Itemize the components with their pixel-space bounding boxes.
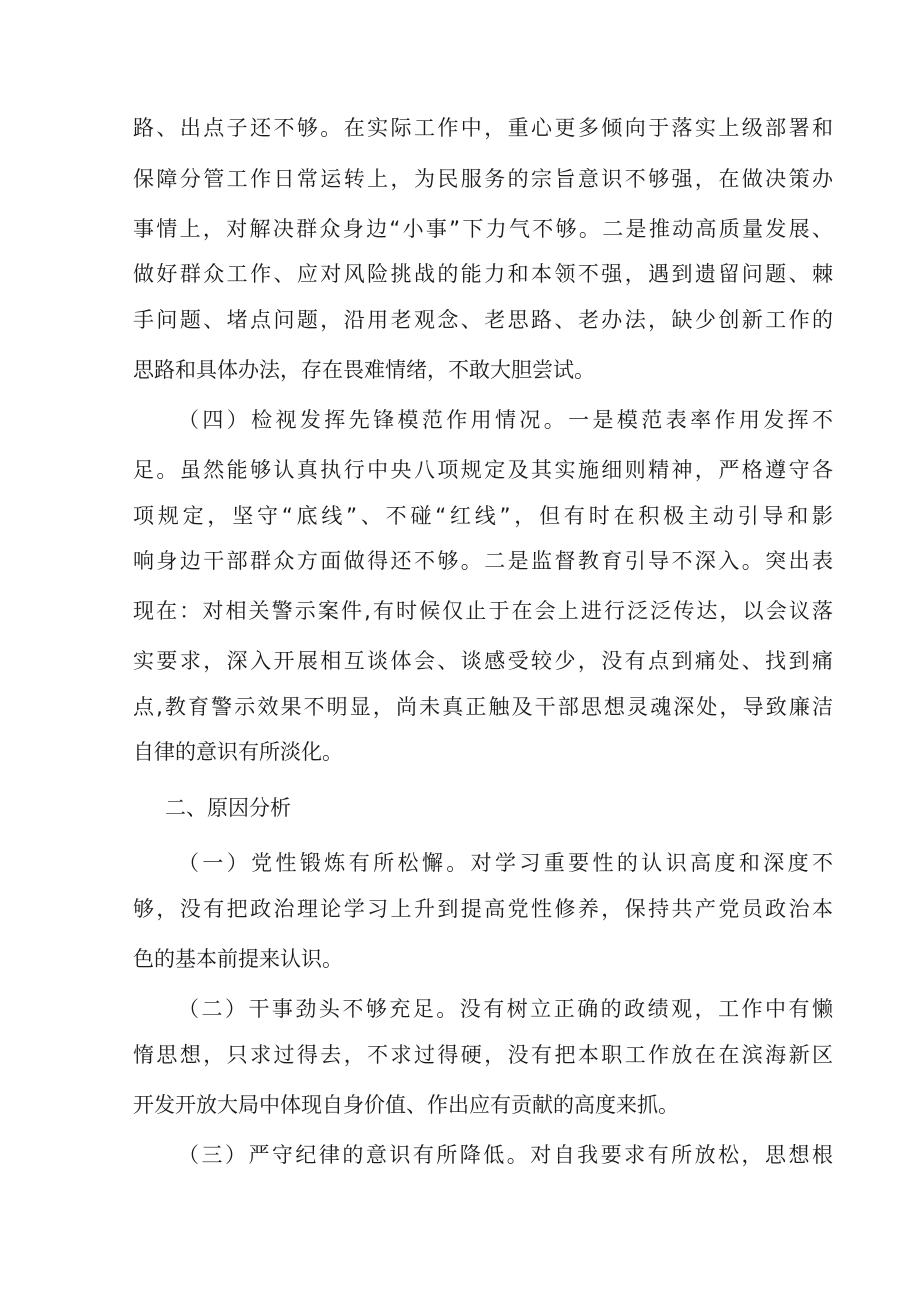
paragraph-first-line: （四）检视发挥先锋模范作用情况。一是模范表率作用发挥不 [178, 408, 833, 432]
paragraph-first-line: （一）党性锻炼有所松懈。对学习重要性的认识高度和深度不 [178, 851, 833, 875]
text-line: 开发开放大局中体现自身价值、作出应有贡献的高度来抓。 [133, 1093, 679, 1117]
text-line: 项规定，坚守“底线”、不碰“红线”，但有时在积极主动引导和影 [133, 504, 833, 528]
text-line: 足。虽然能够认真执行中央八项规定及其实施细则精神，严格遵守各 [133, 458, 833, 482]
text-line: 色的基本前提来认识。 [133, 947, 343, 971]
paragraph-first-line: （二）干事劲头不够充足。没有树立正确的政绩观，工作中有懒 [178, 997, 833, 1021]
text-line: 手问题、堵点问题，沿用老观念、老思路、老办法，缺少创新工作的 [133, 308, 833, 332]
text-line: 现在：对相关警示案件,有时候仅止于在会上进行泛泛传达，以会议落 [133, 599, 833, 623]
text-line: 够，没有把政治理论学习上升到提高党性修养，保持共产党员政治本 [133, 897, 833, 921]
text-line: 思路和具体办法，存在畏难情绪，不敢大胆尝试。 [133, 358, 595, 382]
text-line: 事情上，对解决群众身边“小事”下力气不够。二是推动高质量发展、 [133, 217, 833, 241]
text-line: 路、出点子还不够。在实际工作中，重心更多倾向于落实上级部署和 [133, 116, 833, 140]
text-line: 响身边干部群众方面做得还不够。二是监督教育引导不深入。突出表 [133, 549, 833, 573]
text-line: 点,教育警示效果不明显，尚未真正触及干部思想灵魂深处，导致廉洁 [133, 695, 833, 719]
paragraph-first-line: （三）严守纪律的意识有所降低。对自我要求有所放松，思想根 [178, 1143, 833, 1167]
text-line: 惰思想，只求过得去，不求过得硬，没有把本职工作放在在滨海新区 [133, 1043, 833, 1067]
section-heading: 二、原因分析 [165, 796, 291, 820]
text-line: 做好群众工作、应对风险挑战的能力和本领不强，遇到遗留问题、棘 [133, 262, 833, 286]
text-line: 实要求，深入开展相互谈体会、谈感受较少，没有点到痛处、找到痛 [133, 649, 833, 673]
text-line: 自律的意识有所淡化。 [133, 740, 343, 764]
text-line: 保障分管工作日常运转上，为民服务的宗旨意识不够强，在做决策办 [133, 167, 833, 191]
